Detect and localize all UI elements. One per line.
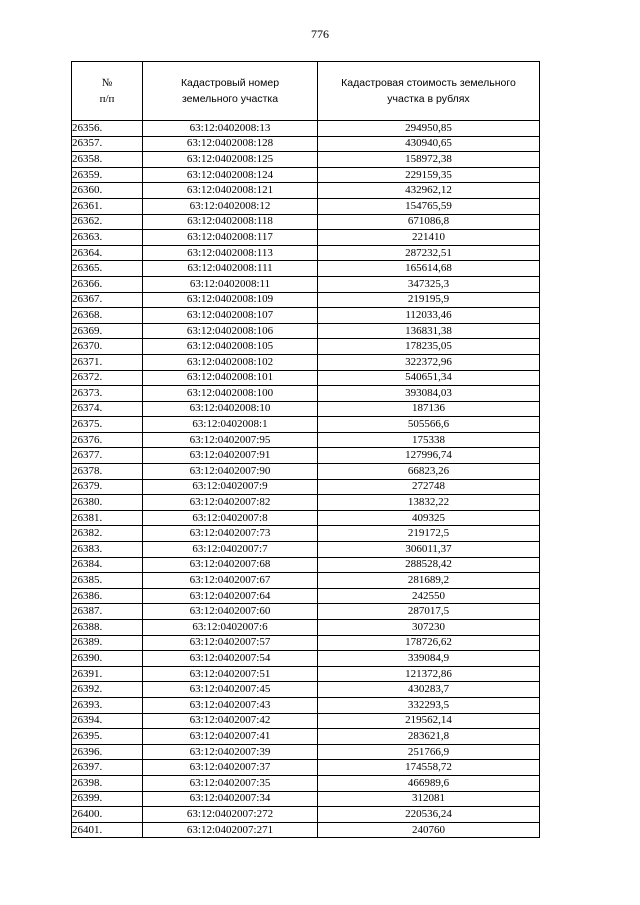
table-row bbox=[72, 401, 540, 417]
cadastral-number: 63:12:0402007:57 bbox=[143, 635, 318, 651]
cadastral-value: 13832,22 bbox=[318, 495, 540, 511]
cadastral-value: 121372,86 bbox=[318, 666, 540, 682]
row-number: 26395. bbox=[72, 729, 143, 745]
cadastral-value: 294950,85 bbox=[318, 121, 540, 137]
table-row bbox=[72, 807, 540, 823]
cadastral-value: 221410 bbox=[318, 230, 540, 246]
cadastral-value: 178235,05 bbox=[318, 339, 540, 355]
header-cadastral-value: Кадастровая стоимость земельного участка в рублях bbox=[318, 62, 540, 121]
cadastral-value: 219172,5 bbox=[318, 526, 540, 542]
cadastral-value: 671086,8 bbox=[318, 214, 540, 230]
table-row bbox=[72, 729, 540, 745]
header-row bbox=[72, 62, 540, 121]
table-row bbox=[72, 136, 540, 152]
cadastral-number: 63:12:0402007:41 bbox=[143, 729, 318, 745]
header-number: № п/п bbox=[72, 62, 143, 121]
table-row bbox=[72, 697, 540, 713]
cadastral-number: 63:12:0402007:68 bbox=[143, 557, 318, 573]
cadastral-number: 63:12:0402007:45 bbox=[143, 682, 318, 698]
cadastral-value: 505566,6 bbox=[318, 417, 540, 433]
cadastral-number: 63:12:0402008:12 bbox=[143, 198, 318, 214]
cadastral-value-table bbox=[71, 61, 540, 838]
cadastral-value: 288528,42 bbox=[318, 557, 540, 573]
cadastral-value: 242550 bbox=[318, 588, 540, 604]
cadastral-value: 430283,7 bbox=[318, 682, 540, 698]
cadastral-value: 287232,51 bbox=[318, 245, 540, 261]
cadastral-number: 63:12:0402007:6 bbox=[143, 620, 318, 636]
cadastral-number: 63:12:0402007:271 bbox=[143, 822, 318, 838]
row-number: 26357. bbox=[72, 136, 143, 152]
row-number: 26391. bbox=[72, 666, 143, 682]
table-row bbox=[72, 620, 540, 636]
table-row bbox=[72, 370, 540, 386]
table-row bbox=[72, 417, 540, 433]
cadastral-value: 220536,24 bbox=[318, 807, 540, 823]
cadastral-value: 136831,38 bbox=[318, 323, 540, 339]
row-number: 26358. bbox=[72, 152, 143, 168]
row-number: 26383. bbox=[72, 542, 143, 558]
table-row bbox=[72, 323, 540, 339]
cadastral-value: 432962,12 bbox=[318, 183, 540, 199]
cadastral-number: 63:12:0402008:109 bbox=[143, 292, 318, 308]
row-number: 26379. bbox=[72, 479, 143, 495]
table-row bbox=[72, 308, 540, 324]
cadastral-value: 306011,37 bbox=[318, 542, 540, 558]
cadastral-value: 174558,72 bbox=[318, 760, 540, 776]
cadastral-number: 63:12:0402007:60 bbox=[143, 604, 318, 620]
row-number: 26400. bbox=[72, 807, 143, 823]
table-row bbox=[72, 167, 540, 183]
table-row bbox=[72, 121, 540, 137]
cadastral-number: 63:12:0402008:124 bbox=[143, 167, 318, 183]
cadastral-number: 63:12:0402007:35 bbox=[143, 775, 318, 791]
row-number: 26363. bbox=[72, 230, 143, 246]
row-number: 26377. bbox=[72, 448, 143, 464]
cadastral-value: 287017,5 bbox=[318, 604, 540, 620]
cadastral-value: 466989,6 bbox=[318, 775, 540, 791]
cadastral-number: 63:12:0402007:51 bbox=[143, 666, 318, 682]
table-body bbox=[72, 121, 540, 838]
cadastral-value: 281689,2 bbox=[318, 573, 540, 589]
cadastral-number: 63:12:0402008:121 bbox=[143, 183, 318, 199]
table-row bbox=[72, 557, 540, 573]
cadastral-number: 63:12:0402008:128 bbox=[143, 136, 318, 152]
row-number: 26398. bbox=[72, 775, 143, 791]
table-row bbox=[72, 354, 540, 370]
table-row bbox=[72, 214, 540, 230]
cadastral-number: 63:12:0402007:37 bbox=[143, 760, 318, 776]
row-number: 26380. bbox=[72, 495, 143, 511]
cadastral-value: 175338 bbox=[318, 432, 540, 448]
table-row bbox=[72, 635, 540, 651]
row-number: 26371. bbox=[72, 354, 143, 370]
table-row bbox=[72, 276, 540, 292]
row-number: 26390. bbox=[72, 651, 143, 667]
cadastral-value: 154765,59 bbox=[318, 198, 540, 214]
row-number: 26365. bbox=[72, 261, 143, 277]
table-row bbox=[72, 198, 540, 214]
cadastral-number: 63:12:0402008:100 bbox=[143, 386, 318, 402]
page-number: 776 bbox=[311, 27, 329, 41]
cadastral-number: 63:12:0402008:105 bbox=[143, 339, 318, 355]
table-row bbox=[72, 775, 540, 791]
cadastral-number: 63:12:0402008:107 bbox=[143, 308, 318, 324]
cadastral-value: 178726,62 bbox=[318, 635, 540, 651]
cadastral-value: 307230 bbox=[318, 620, 540, 636]
cadastral-value: 540651,34 bbox=[318, 370, 540, 386]
cadastral-value: 187136 bbox=[318, 401, 540, 417]
table-row bbox=[72, 713, 540, 729]
cadastral-number: 63:12:0402007:42 bbox=[143, 713, 318, 729]
table-row bbox=[72, 386, 540, 402]
cadastral-value: 393084,03 bbox=[318, 386, 540, 402]
cadastral-number: 63:12:0402008:101 bbox=[143, 370, 318, 386]
cadastral-number: 63:12:0402007:91 bbox=[143, 448, 318, 464]
row-number: 26369. bbox=[72, 323, 143, 339]
row-number: 26397. bbox=[72, 760, 143, 776]
cadastral-value: 283621,8 bbox=[318, 729, 540, 745]
cadastral-value: 322372,96 bbox=[318, 354, 540, 370]
table-row bbox=[72, 479, 540, 495]
row-number: 26401. bbox=[72, 822, 143, 838]
table-row bbox=[72, 573, 540, 589]
table-row bbox=[72, 448, 540, 464]
cadastral-number: 63:12:0402008:13 bbox=[143, 121, 318, 137]
row-number: 26393. bbox=[72, 697, 143, 713]
table-header bbox=[72, 62, 540, 121]
row-number: 26373. bbox=[72, 386, 143, 402]
cadastral-value: 272748 bbox=[318, 479, 540, 495]
row-number: 26387. bbox=[72, 604, 143, 620]
table-row bbox=[72, 651, 540, 667]
table-row bbox=[72, 588, 540, 604]
cadastral-number: 63:12:0402008:118 bbox=[143, 214, 318, 230]
row-number: 26362. bbox=[72, 214, 143, 230]
cadastral-number: 63:12:0402008:1 bbox=[143, 417, 318, 433]
row-number: 26356. bbox=[72, 121, 143, 137]
cadastral-number: 63:12:0402008:106 bbox=[143, 323, 318, 339]
table-row bbox=[72, 230, 540, 246]
table-row bbox=[72, 510, 540, 526]
table-row bbox=[72, 261, 540, 277]
table-row bbox=[72, 666, 540, 682]
cadastral-number: 63:12:0402008:10 bbox=[143, 401, 318, 417]
table-row bbox=[72, 744, 540, 760]
cadastral-number: 63:12:0402007:73 bbox=[143, 526, 318, 542]
cadastral-value: 127996,74 bbox=[318, 448, 540, 464]
row-number: 26370. bbox=[72, 339, 143, 355]
cadastral-value: 219562,14 bbox=[318, 713, 540, 729]
cadastral-value: 339084,9 bbox=[318, 651, 540, 667]
cadastral-number: 63:12:0402007:95 bbox=[143, 432, 318, 448]
row-number: 26374. bbox=[72, 401, 143, 417]
row-number: 26361. bbox=[72, 198, 143, 214]
row-number: 26372. bbox=[72, 370, 143, 386]
table-row bbox=[72, 183, 540, 199]
cadastral-number: 63:12:0402007:7 bbox=[143, 542, 318, 558]
row-number: 26399. bbox=[72, 791, 143, 807]
row-number: 26368. bbox=[72, 308, 143, 324]
table-row bbox=[72, 822, 540, 838]
table-row bbox=[72, 526, 540, 542]
table-row bbox=[72, 432, 540, 448]
row-number: 26376. bbox=[72, 432, 143, 448]
cadastral-number: 63:12:0402007:34 bbox=[143, 791, 318, 807]
table-row bbox=[72, 495, 540, 511]
cadastral-number: 63:12:0402007:54 bbox=[143, 651, 318, 667]
cadastral-number: 63:12:0402007:82 bbox=[143, 495, 318, 511]
cadastral-number: 63:12:0402007:39 bbox=[143, 744, 318, 760]
table-row bbox=[72, 245, 540, 261]
table-row bbox=[72, 760, 540, 776]
cadastral-number: 63:12:0402007:43 bbox=[143, 697, 318, 713]
cadastral-value: 409325 bbox=[318, 510, 540, 526]
cadastral-number: 63:12:0402007:67 bbox=[143, 573, 318, 589]
row-number: 26386. bbox=[72, 588, 143, 604]
cadastral-value: 219195,9 bbox=[318, 292, 540, 308]
row-number: 26388. bbox=[72, 620, 143, 636]
row-number: 26366. bbox=[72, 276, 143, 292]
cadastral-number: 63:12:0402007:64 bbox=[143, 588, 318, 604]
table-row bbox=[72, 682, 540, 698]
table-row bbox=[72, 339, 540, 355]
cadastral-value: 251766,9 bbox=[318, 744, 540, 760]
cadastral-number: 63:12:0402008:125 bbox=[143, 152, 318, 168]
table-row bbox=[72, 542, 540, 558]
row-number: 26378. bbox=[72, 464, 143, 480]
row-number: 26392. bbox=[72, 682, 143, 698]
cadastral-value: 312081 bbox=[318, 791, 540, 807]
table-row bbox=[72, 791, 540, 807]
row-number: 26385. bbox=[72, 573, 143, 589]
cadastral-value: 158972,38 bbox=[318, 152, 540, 168]
row-number: 26360. bbox=[72, 183, 143, 199]
row-number: 26384. bbox=[72, 557, 143, 573]
cadastral-number: 63:12:0402008:111 bbox=[143, 261, 318, 277]
row-number: 26389. bbox=[72, 635, 143, 651]
cadastral-number: 63:12:0402007:90 bbox=[143, 464, 318, 480]
row-number: 26364. bbox=[72, 245, 143, 261]
cadastral-value: 165614,68 bbox=[318, 261, 540, 277]
cadastral-number: 63:12:0402008:102 bbox=[143, 354, 318, 370]
table-row bbox=[72, 464, 540, 480]
cadastral-number: 63:12:0402007:8 bbox=[143, 510, 318, 526]
cadastral-value: 347325,3 bbox=[318, 276, 540, 292]
table-row bbox=[72, 292, 540, 308]
cadastral-number: 63:12:0402007:9 bbox=[143, 479, 318, 495]
cadastral-value: 332293,5 bbox=[318, 697, 540, 713]
cadastral-value: 112033,46 bbox=[318, 308, 540, 324]
cadastral-number: 63:12:0402008:11 bbox=[143, 276, 318, 292]
row-number: 26367. bbox=[72, 292, 143, 308]
cadastral-value: 229159,35 bbox=[318, 167, 540, 183]
table-row bbox=[72, 152, 540, 168]
row-number: 26375. bbox=[72, 417, 143, 433]
row-number: 26396. bbox=[72, 744, 143, 760]
row-number: 26394. bbox=[72, 713, 143, 729]
cadastral-value: 240760 bbox=[318, 822, 540, 838]
row-number: 26382. bbox=[72, 526, 143, 542]
row-number: 26359. bbox=[72, 167, 143, 183]
cadastral-value: 430940,65 bbox=[318, 136, 540, 152]
header-cadastral-number: Кадастровый номер земельного участка bbox=[143, 62, 318, 121]
table-row bbox=[72, 604, 540, 620]
cadastral-number: 63:12:0402008:117 bbox=[143, 230, 318, 246]
cadastral-number: 63:12:0402007:272 bbox=[143, 807, 318, 823]
row-number: 26381. bbox=[72, 510, 143, 526]
cadastral-value: 66823,26 bbox=[318, 464, 540, 480]
cadastral-number: 63:12:0402008:113 bbox=[143, 245, 318, 261]
